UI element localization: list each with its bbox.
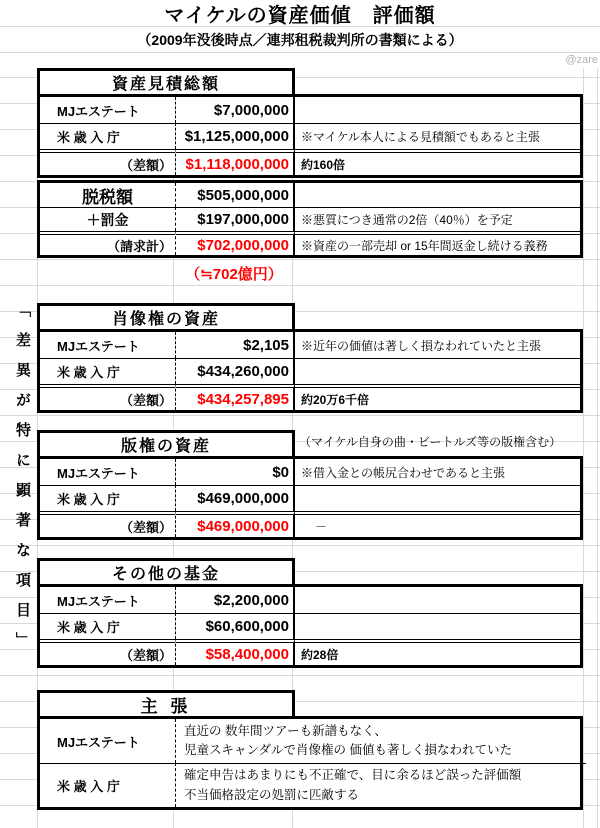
row-label: 米 歳 入 庁 [40, 358, 176, 384]
row-label: （請求計） [40, 231, 176, 255]
table-other-funds [37, 584, 583, 668]
row-label: ＋罰金 [40, 207, 176, 231]
table-claims-header: 主 張 [37, 690, 295, 716]
row-amount: $7,000,000 [176, 97, 295, 123]
row-label: MJエステート [40, 459, 176, 485]
claim-text [176, 763, 586, 807]
row-amount: $197,000,000 [176, 207, 295, 231]
row-note: ※借入金との帳尻合わせであると主張 [301, 465, 506, 480]
row-note: 約160倍 [295, 149, 580, 175]
yen-equivalent-note: （≒702億円） [185, 265, 283, 283]
row-note [295, 485, 580, 511]
row-note [295, 587, 580, 613]
claim-line: 直近の 数年間ツアーも新譜もなく、 [184, 723, 387, 738]
row-amount-difference: $434,257,895 [176, 384, 295, 410]
row-note: ※マイケル本人による見積額でもあると主張 [295, 123, 580, 149]
table-likeness-header: 肖像権の資産 [37, 303, 295, 329]
table-total-assets [37, 94, 583, 178]
row-note [295, 613, 580, 639]
side-annotation: 「差異が特に顕著な項目」 [14, 302, 31, 662]
row-amount: $0 [176, 459, 295, 485]
table-tax [37, 180, 583, 258]
table-likeness [37, 329, 583, 413]
row-amount-difference: $469,000,000 [176, 511, 295, 537]
row-amount: $469,000,000 [176, 485, 295, 511]
row-amount-difference: $58,400,000 [176, 639, 295, 665]
row-label: （差額） [40, 384, 176, 410]
table-other-funds-header: その他の基金 [37, 558, 295, 584]
table-claims [37, 716, 583, 810]
row-label: 脱税額 [40, 183, 176, 207]
page-title: マイケルの資産価値 評価額 [0, 0, 600, 27]
row-label: （差額） [40, 511, 176, 537]
row-label: MJエステート [40, 719, 176, 763]
row-note [295, 183, 580, 207]
claim-line: 確定申告はあまりにも不正確で、目に余るほど誤った評価額 [184, 768, 522, 783]
row-amount-difference: $1,118,000,000 [176, 149, 295, 175]
row-label: （差額） [40, 639, 176, 665]
gridline-vertical [597, 68, 598, 828]
row-note [295, 358, 580, 384]
claim-line: 児童スキャンダルで肖像権の 価値も著しく損なわれていた [184, 743, 512, 757]
table-copyright-header: 版権の資産 [37, 430, 295, 456]
gridline-vertical [583, 68, 584, 828]
row-note: ※近年の価値は著しく損なわれていたと主張 [301, 338, 542, 353]
row-amount: $1,125,000,000 [176, 123, 295, 149]
table-copyright [37, 456, 583, 540]
row-label: 米 歳 入 庁 [40, 123, 176, 149]
row-label: 米 歳 入 庁 [40, 485, 176, 511]
claim-text [176, 719, 586, 763]
row-amount: $2,105 [176, 332, 295, 358]
row-label: MJエステート [40, 587, 176, 613]
row-note: ※悪質につき通常の2倍（40％）を予定 [295, 207, 580, 231]
watermark: @zare [565, 54, 598, 66]
row-amount: $2,200,000 [176, 587, 295, 613]
row-note: ※資産の一部売却 or 15年間返金し続ける義務 [295, 231, 580, 255]
row-label: 米 歳 入 庁 [40, 763, 176, 807]
copyright-header-note: （マイケル自身の曲・ビートルズ等の版権含む） [299, 435, 562, 449]
row-label: MJエステート [40, 332, 176, 358]
row-note: － [295, 511, 580, 537]
table-total-assets-header: 資産見積総額 [37, 68, 295, 94]
row-label: （差額） [40, 149, 176, 175]
page-subtitle: （2009年没後時点／連邦租税裁判所の書類による） [0, 27, 600, 53]
row-note: 約20万6千倍 [295, 384, 580, 410]
row-note: 約28倍 [295, 639, 580, 665]
row-note [295, 97, 580, 123]
row-amount: $60,600,000 [176, 613, 295, 639]
row-label: MJエステート [40, 97, 176, 123]
row-amount: $434,260,000 [176, 358, 295, 384]
row-amount: $505,000,000 [176, 183, 295, 207]
row-amount-total: $702,000,000 [176, 231, 295, 255]
claim-line: 不当価格設定の処罰に匹敵する [184, 787, 360, 802]
row-label: 米 歳 入 庁 [40, 613, 176, 639]
